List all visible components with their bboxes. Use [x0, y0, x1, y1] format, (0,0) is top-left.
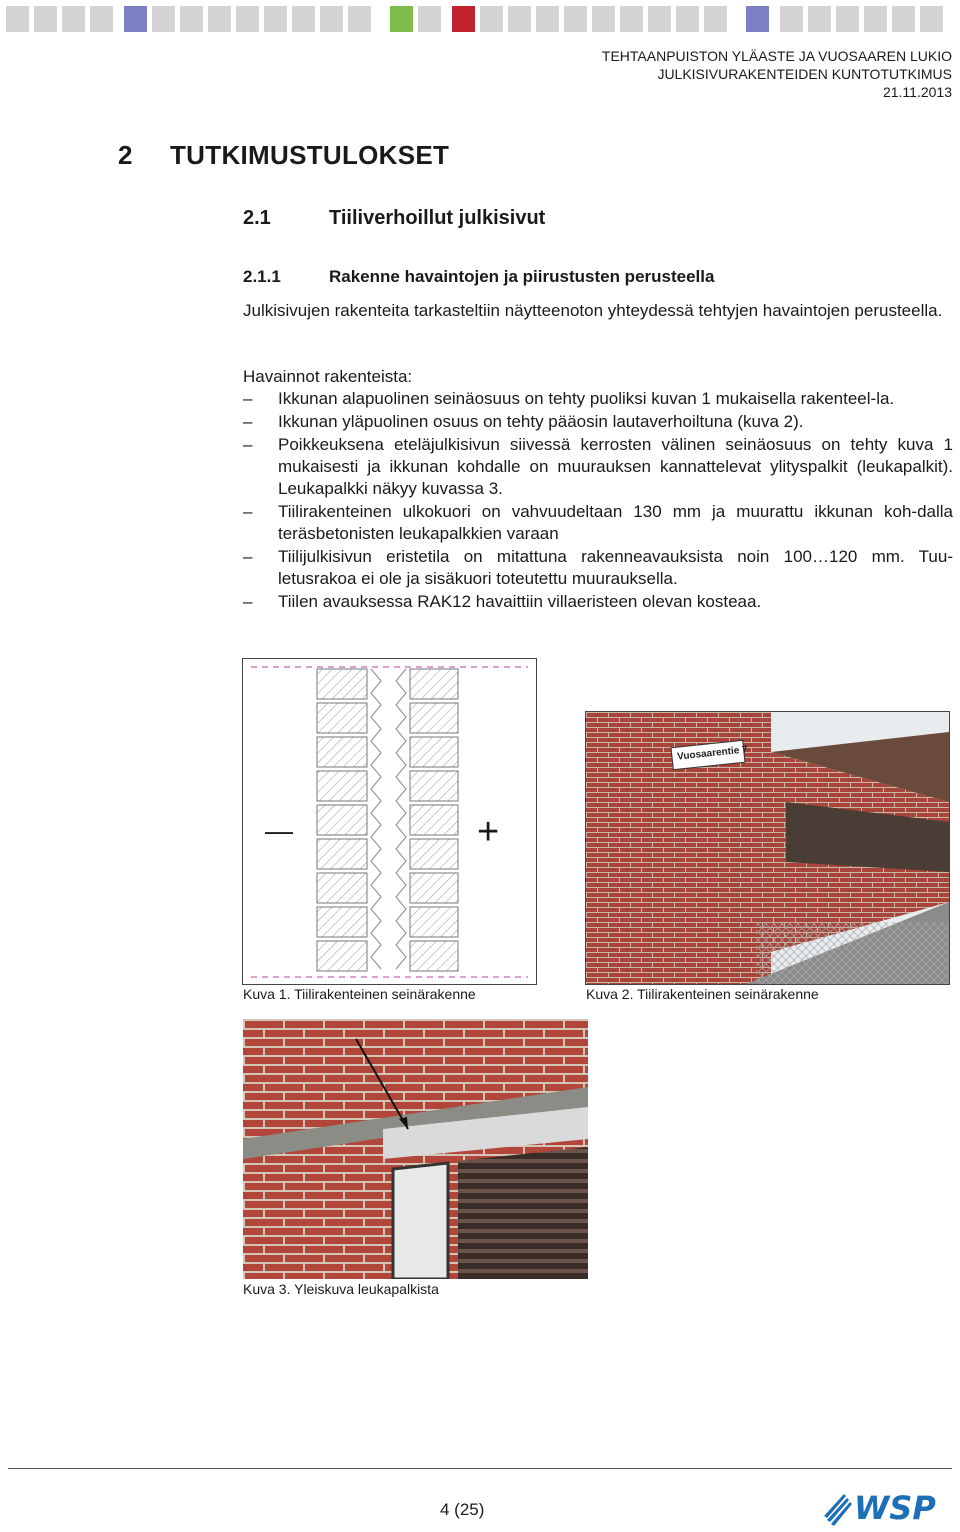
bar-square — [152, 6, 175, 32]
minus-sign: — — [265, 815, 293, 846]
section-title: Tiiliverhoillut julkisivut — [329, 207, 546, 229]
bar-square — [892, 6, 915, 32]
svg-text:WSP: WSP — [854, 1489, 936, 1526]
wsp-logo-mark — [822, 1486, 956, 1526]
bar-square — [480, 6, 503, 32]
dash-bullet: – — [243, 389, 253, 408]
footer-rule — [8, 1468, 952, 1469]
figure-3-lintel-photo — [243, 1019, 588, 1279]
list-item — [243, 411, 953, 433]
bar-square — [836, 6, 859, 32]
dash-bullet: – — [243, 502, 253, 521]
inner-brick-column — [410, 669, 458, 971]
list-item — [243, 591, 953, 613]
header-date: 21.11.2013 — [882, 84, 952, 100]
figure-2-caption: Kuva 2. Tiilirakenteinen seinärakenne — [586, 986, 819, 1002]
bar-square — [236, 6, 259, 32]
bar-square — [780, 6, 803, 32]
bar-square — [62, 6, 85, 32]
bar-square — [6, 6, 29, 32]
chapter-number: 2 — [118, 140, 133, 170]
figure-1-wall-drawing — [242, 658, 537, 985]
dash-bullet: – — [243, 547, 253, 566]
bar-square — [920, 6, 943, 32]
bar-square — [508, 6, 531, 32]
figure-1-caption: Kuva 1. Tiilirakenteinen seinärakenne — [243, 986, 476, 1002]
list-item-text: Ikkunan alapuolinen seinäosuus on tehty puoliksi kuvan 1 mukaisella rakenteel-la. — [278, 389, 895, 408]
chapter-heading — [118, 140, 449, 171]
plus-sign: + — [477, 811, 500, 853]
dash-bullet: – — [243, 412, 253, 431]
bar-square — [90, 6, 113, 32]
bar-square — [536, 6, 559, 32]
running-header — [602, 47, 952, 101]
bar-square — [418, 6, 441, 32]
bar-square — [208, 6, 231, 32]
bar-square-green — [390, 6, 413, 32]
building-photo — [586, 712, 949, 984]
list-item — [243, 434, 953, 500]
bar-square — [348, 6, 371, 32]
chapter-title: TUTKIMUSTULOKSET — [170, 140, 450, 170]
bar-square — [180, 6, 203, 32]
wsp-logo — [822, 1486, 956, 1531]
bar-square — [320, 6, 343, 32]
list-item-text: Tiilen avauksessa RAK12 havaittiin villaeristeen olevan kosteaa. — [278, 592, 762, 611]
list-item-text: Tiilirakenteinen ulkokuori on vahvuudeltaan 130 mm ja muurattu ikkunan koh-dalla teräsbetonisten leukapalkkien varaan — [278, 502, 953, 543]
figure-3-caption: Kuva 3. Yleiskuva leukapalkista — [243, 1281, 439, 1297]
list-item — [243, 388, 953, 410]
list-item-text: Ikkunan yläpuolinen osuus on tehty pääosin lautaverhoiltuna (kuva 2). — [278, 412, 804, 431]
header-report-line: JULKISIVURAKENTEIDEN KUNTOTUTKIMUS — [657, 66, 952, 82]
dash-bullet: – — [243, 592, 253, 611]
bar-square — [808, 6, 831, 32]
bar-square — [292, 6, 315, 32]
outer-brick-column — [317, 669, 367, 971]
bar-square — [648, 6, 671, 32]
section-heading — [243, 207, 545, 230]
list-item-text: Tiilijulkisivun eristetila on mitattuna rakenneavauksista noin 100…120 mm. Tuu-letusrakoa ei ole ja sisäkuori toteutettu muurauksella. — [278, 547, 953, 588]
bar-square — [34, 6, 57, 32]
subsection-number: 2.1.1 — [243, 267, 281, 286]
dash-bullet: – — [243, 435, 253, 454]
bar-square — [592, 6, 615, 32]
observations-title: Havainnot rakenteista: — [243, 367, 413, 386]
insulation-zigzag-line — [371, 669, 381, 969]
bar-square-purple — [746, 6, 769, 32]
subsection-title: Rakenne havaintojen ja piirustusten perusteella — [329, 267, 715, 286]
subsection-heading — [243, 267, 714, 287]
list-item — [243, 546, 953, 590]
bar-square — [564, 6, 587, 32]
observation-list — [243, 388, 953, 614]
bar-square-purple — [124, 6, 147, 32]
page-number: 4 (25) — [440, 1500, 485, 1519]
section-number: 2.1 — [243, 207, 271, 229]
street-sign: Vuosaarentie 7 — [676, 744, 749, 763]
bar-square — [864, 6, 887, 32]
bar-square — [264, 6, 287, 32]
bar-square — [676, 6, 699, 32]
header-project-line: TEHTAANPUISTON YLÄASTE JA VUOSAAREN LUKIO — [601, 48, 952, 64]
list-item-text: Poikkeuksena eteläjulkisivun siivessä kerrosten välinen seinäosuus on tehty kuva 1 mukaisesti ja ikkunan kohdalle on muurauksen kannattelevat ylityspalkit (leukapalkit). Leukapalkki näkyy kuvassa 3. — [278, 435, 953, 498]
intro-paragraph: Julkisivujen rakenteita tarkasteltiin näytteenoton yhteydessä tehtyjen havaintojen perusteella. — [243, 301, 943, 320]
lintel-photo — [243, 1019, 588, 1279]
bar-square-red — [452, 6, 475, 32]
bar-square — [620, 6, 643, 32]
top-color-bar — [0, 6, 960, 32]
figure-2-building-photo — [585, 711, 950, 985]
list-item — [243, 501, 953, 545]
bar-square — [704, 6, 727, 32]
